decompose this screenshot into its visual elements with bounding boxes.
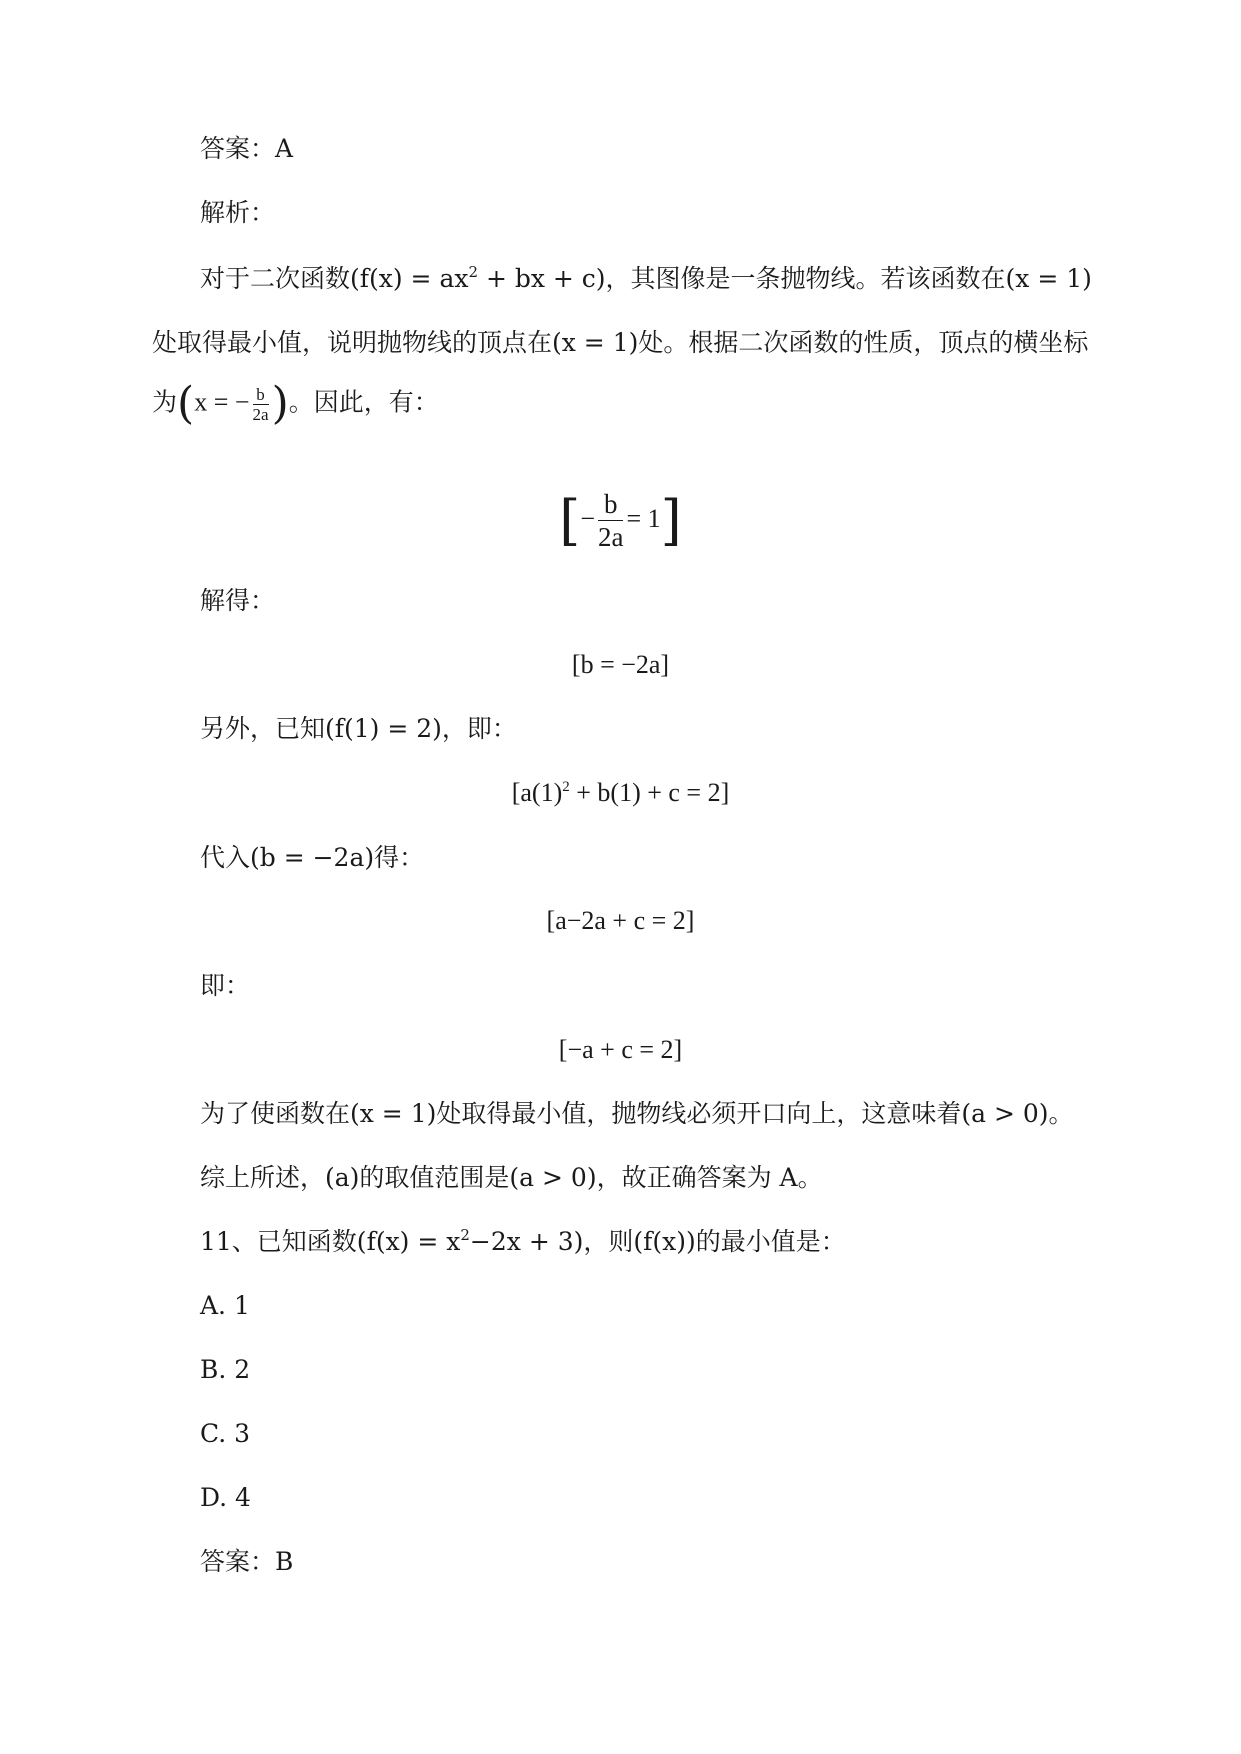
equation-block: [− $\frac{b}{2a}$ = 1] [559, 488, 682, 552]
display-fraction: $\frac{b}{2a}$ [598, 489, 624, 552]
paragraph-line-with-fraction: 为(x = − $\frac{b}{2a}$ )。因此，有： [152, 378, 439, 429]
option-c: C. 3 [200, 1419, 251, 1448]
paragraph-line: 代入(b = −2a)得： [200, 843, 425, 872]
equation-block: [a−2a + c = 2] [546, 906, 695, 935]
analysis-heading: 解析： [200, 198, 276, 227]
option-d: D. 4 [200, 1483, 251, 1512]
ie-label: 即： [200, 971, 251, 1000]
answer-line: 答案：B [200, 1547, 294, 1576]
solve-label: 解得： [200, 586, 276, 615]
option-b: B. 2 [200, 1355, 251, 1384]
paragraph-line: 综上所述，(a)的取值范围是(a > 0)，故正确答案为 A。 [200, 1163, 823, 1192]
inline-fraction: $\frac{b}{2a}$ [252, 384, 269, 424]
equation-block: [−a + c = 2] [558, 1035, 683, 1064]
answer-line: 答案：A [200, 134, 294, 163]
paragraph-line: 处取得最小值，说明抛物线的顶点在(x = 1)处。根据二次函数的性质，顶点的横坐标 [152, 328, 1089, 357]
question-11: 11、已知函数$(f(x) = x^2-2x + 3)$，则(f(x))的最小值是： [200, 1226, 846, 1256]
option-a: A. 1 [200, 1291, 250, 1320]
paragraph-line: 对于二次函数($f(x) = ax^2$ + bx + c)，其图像是一条抛物线。若该函数在(x = 1) [200, 263, 1092, 293]
equation-block: $[a(1)^2 + b(1) + c = 2]$ [511, 778, 730, 807]
paragraph-line: 另外，已知(f(1) = 2)，即： [200, 714, 517, 743]
paragraph-line: 为了使函数在(x = 1)处取得最小值，抛物线必须开口向上，这意味着(a > 0)。 [200, 1099, 1074, 1128]
equation-block: [b = −2a] [571, 650, 670, 679]
